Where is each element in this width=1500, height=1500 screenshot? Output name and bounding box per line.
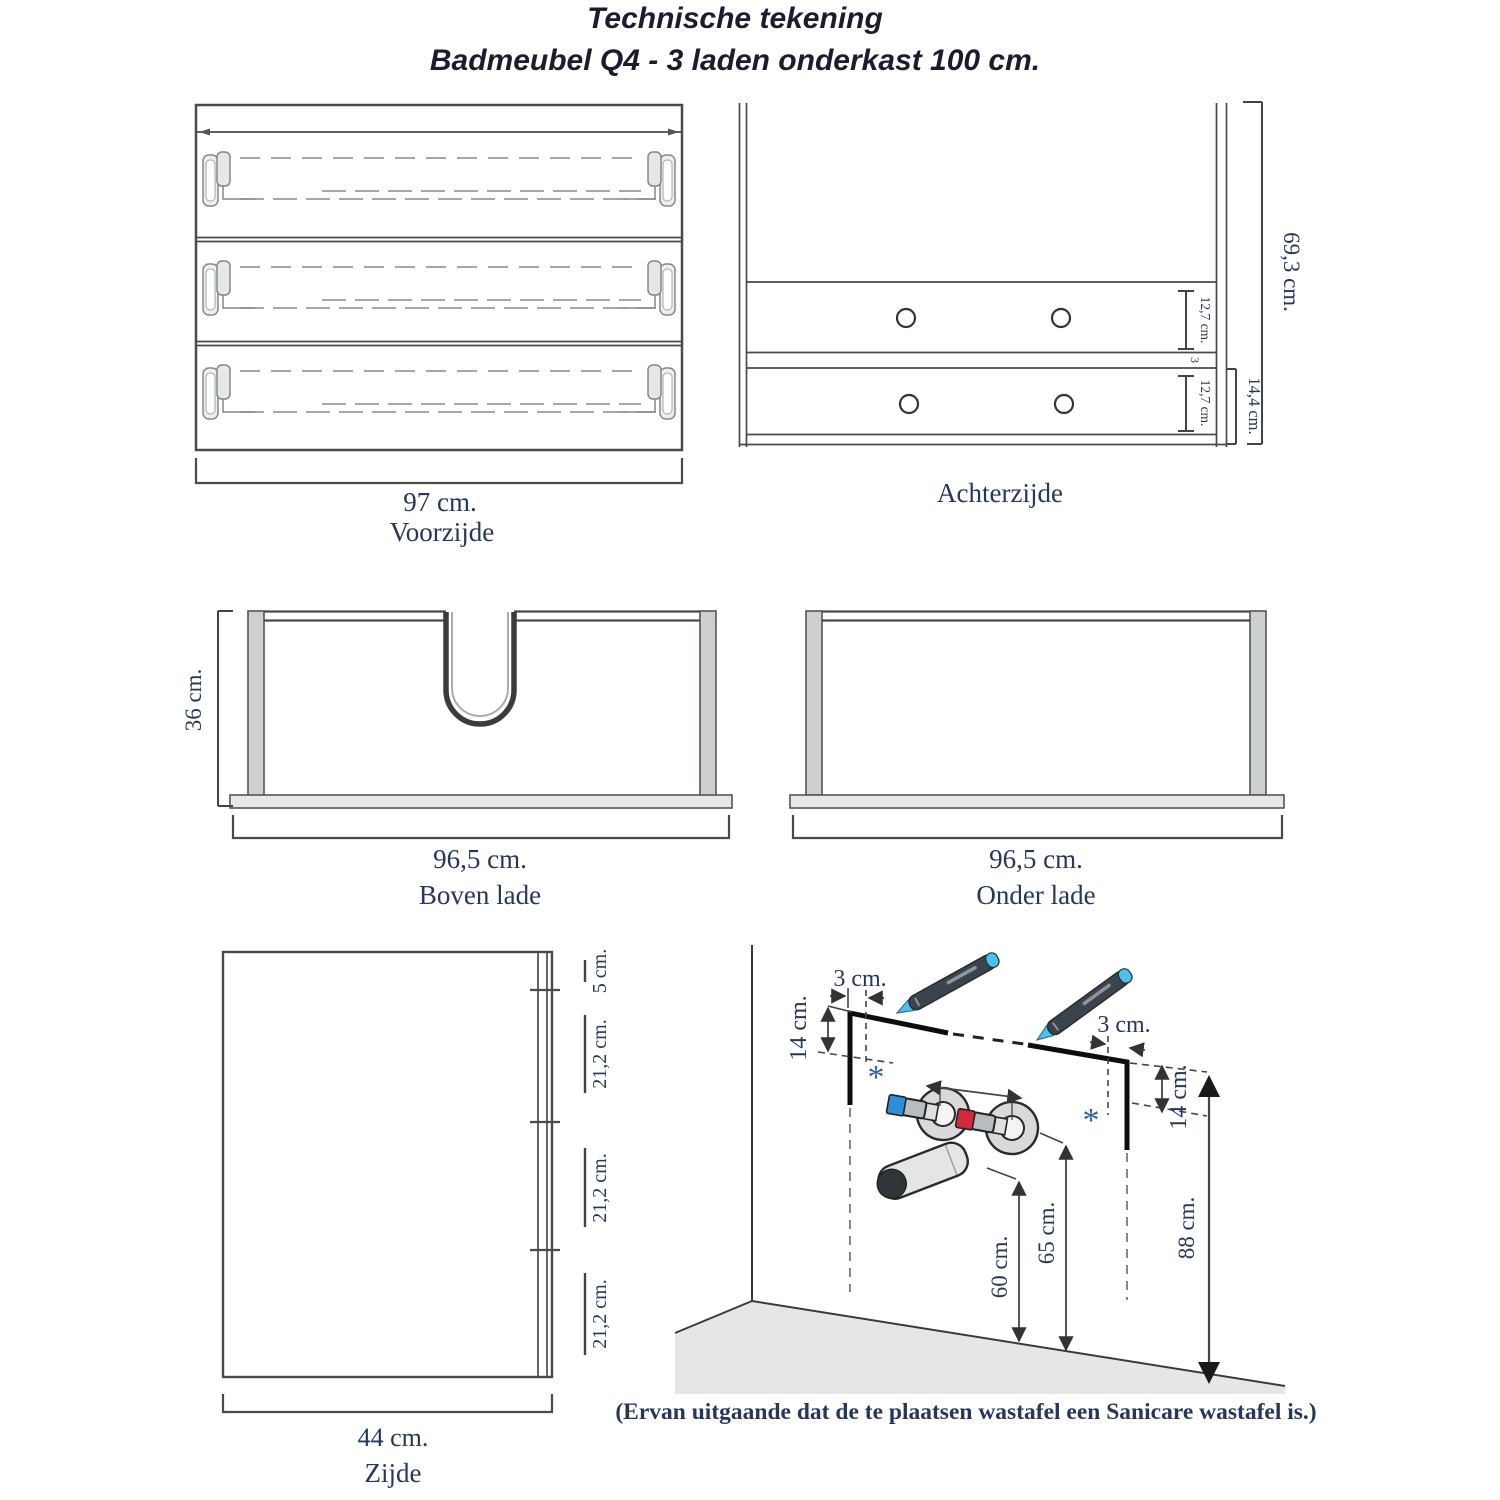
screw-hole — [897, 309, 915, 327]
top-drawer-width-bracket — [233, 815, 729, 838]
side-width-bracket — [223, 1394, 552, 1412]
spout-height-dim — [987, 1168, 1019, 1341]
drawer-slide-left-icon — [203, 261, 255, 315]
side-seg-2: 21,2 cm. — [589, 1153, 611, 1223]
svg-text:88 cm.: 88 cm. — [1174, 1196, 1199, 1260]
svg-text:60 cm.: 60 cm. — [987, 1235, 1012, 1299]
drawer-front-panel — [790, 795, 1284, 808]
svg-text:14 cm.: 14 cm. — [1166, 1064, 1192, 1130]
front-view — [196, 105, 682, 547]
screw-hole — [1055, 395, 1073, 413]
svg-text:69,3 cm.: 69,3 cm. — [1279, 232, 1304, 312]
asterisk-right: * — [1082, 1102, 1100, 1139]
title-block — [430, 2, 1040, 77]
upper-back-panel-dim — [1178, 291, 1213, 349]
cold-handle-tip — [886, 1094, 906, 1116]
valve-height-dim — [1034, 1133, 1066, 1350]
drawer-front-panel — [230, 795, 732, 808]
front-width-dim: 97 cm. — [403, 487, 477, 517]
floor — [675, 1301, 1285, 1394]
plinth-dim — [1227, 369, 1264, 444]
side-seg-1: 21,2 cm. — [589, 1019, 611, 1089]
screw-hole — [900, 395, 918, 413]
top-drawer-view — [181, 611, 732, 910]
left-drop-dim — [786, 995, 893, 1063]
marker-pen-left-icon — [893, 951, 1001, 1020]
drawer-side-left — [806, 611, 822, 795]
installation-diagram — [615, 945, 1316, 1425]
side-view-label: Zijde — [364, 1458, 422, 1488]
drawer-slide-right-icon — [623, 152, 675, 206]
arrow-up-icon — [1198, 1075, 1220, 1097]
siphon-cutout — [446, 612, 514, 724]
drawer-slide-right-icon — [623, 261, 675, 315]
right-tick-arrow-icon — [668, 129, 679, 136]
side-view — [223, 949, 611, 1488]
drawer-slide-left-icon — [203, 365, 255, 419]
title-line2: Badmeubel Q4 - 3 laden onderkast 100 cm. — [429, 44, 1041, 77]
svg-text:12,7 cm.: 12,7 cm. — [1198, 296, 1213, 344]
svg-text:65 cm.: 65 cm. — [1034, 1201, 1059, 1265]
spout — [872, 1138, 972, 1204]
left-tick-arrow-icon — [199, 129, 210, 136]
svg-text:3 cm.: 3 cm. — [833, 966, 887, 992]
back-gap-dim: 3 — [1188, 357, 1202, 363]
right-drop-dim — [1130, 1063, 1207, 1130]
top-drawer-label: Boven lade — [418, 880, 542, 910]
back-view — [739, 102, 1304, 508]
svg-text:12,7 cm.: 12,7 cm. — [1198, 379, 1213, 427]
lower-back-panel-dim — [1178, 376, 1213, 431]
hot-handle-tip — [955, 1108, 975, 1130]
front-drawer-3 — [203, 365, 675, 419]
svg-text:14,4 cm.: 14,4 cm. — [1245, 377, 1264, 435]
svg-text:14 cm.: 14 cm. — [786, 995, 812, 1061]
front-width-bracket — [196, 458, 682, 483]
side-seg-3: 21,2 cm. — [589, 1279, 611, 1349]
svg-text:36 cm.: 36 cm. — [181, 668, 206, 732]
back-view-label: Achterzijde — [937, 478, 1063, 508]
drawer-side-right — [1250, 611, 1266, 795]
drawer-slide-left-icon — [203, 152, 255, 206]
bottom-drawer-view — [790, 611, 1284, 910]
svg-text:3 cm.: 3 cm. — [1097, 1012, 1151, 1038]
side-segment-dims — [585, 949, 611, 1355]
side-panel-outline — [223, 952, 552, 1377]
drawer-side-left — [248, 611, 264, 800]
title-line1: Technische tekening — [587, 2, 883, 35]
front-view-label: Voorzijde — [389, 517, 495, 547]
top-drawer-width-dim: 96,5 cm. — [433, 844, 527, 874]
side-width-dim: 44 cm. — [357, 1423, 429, 1452]
asterisk-left: * — [867, 1059, 885, 1096]
bottom-drawer-width-dim: 96,5 cm. — [989, 844, 1083, 874]
front-drawer-2 — [203, 261, 675, 315]
installation-caption: (Ervan uitgaande dat de te plaatsen wastafel een Sanicare wastafel is.) — [615, 1399, 1317, 1425]
drawer-slide-right-icon — [623, 365, 675, 419]
front-drawer-1 — [203, 152, 675, 206]
right-offset-dim — [1090, 1012, 1151, 1115]
top-drawer-depth-dim — [181, 611, 233, 806]
screw-hole — [1052, 309, 1070, 327]
bottom-drawer-width-bracket — [793, 815, 1282, 838]
front-cabinet-outline — [196, 105, 682, 450]
bottom-drawer-label: Onder lade — [976, 880, 1096, 910]
side-seg-top: 5 cm. — [589, 948, 611, 994]
drawer-side-right — [700, 611, 716, 800]
